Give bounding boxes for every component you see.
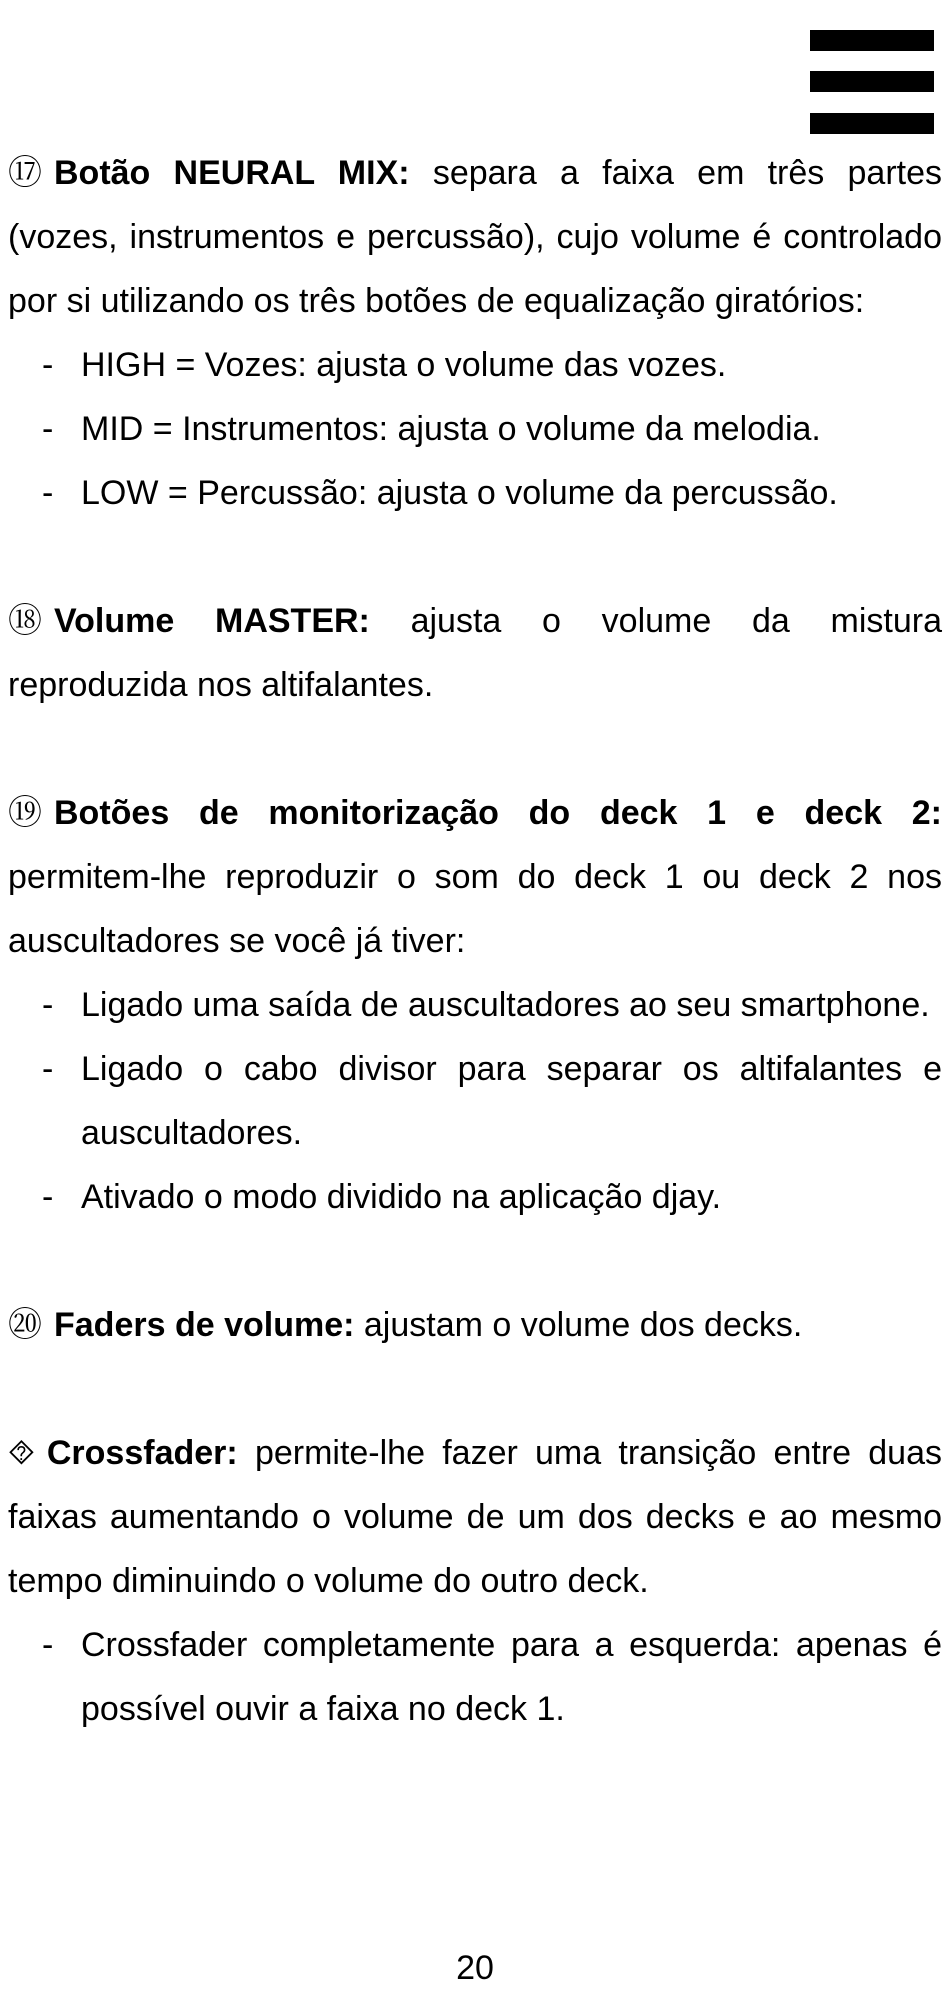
menu-bar-middle: [810, 71, 934, 92]
list-dash: -: [42, 986, 54, 1024]
section-term: Botão NEURAL MIX:: [54, 154, 410, 192]
section-volume-faders: [8, 1293, 942, 1357]
list-item: [8, 1165, 942, 1229]
menu-bar-bottom: [810, 113, 934, 134]
list-item-text: LOW = Percussão: ajusta o volume da percussão.: [81, 474, 838, 512]
section-text: permite-lhe fazer uma transição entre duas faixas aumentando o volume de um dos decks e ao mesmo tempo diminuindo o volume do outro deck.: [8, 1434, 942, 1600]
list-item-text: MID = Instrumentos: ajusta o volume da melodia.: [81, 410, 821, 448]
section-spacer: [8, 525, 942, 589]
list-item: [8, 1613, 942, 1741]
list-item-text: Ligado o cabo divisor para separar os altifalantes e auscultadores.: [81, 1050, 942, 1152]
list-dash: -: [42, 1626, 54, 1664]
list-dash: -: [42, 474, 54, 512]
section-term: Botões de monitorização do deck 1 e deck 2:: [54, 794, 942, 832]
list-item: [8, 397, 942, 461]
section-monitor-buttons: [8, 781, 942, 973]
list-item-text: Ativado o modo dividido na aplicação djay.: [81, 1178, 722, 1216]
section-neural-mix: [8, 141, 942, 333]
list-item-text: Crossfader completamente para a esquerda: apenas é possível ouvir a faixa no deck 1.: [81, 1626, 942, 1728]
section-number: ⑲: [8, 794, 42, 832]
menu-bar-top: [810, 30, 934, 51]
section-number: ⑳: [8, 1306, 42, 1344]
crossfader-list: [8, 1613, 942, 1741]
list-item: [8, 333, 942, 397]
list-item: [8, 461, 942, 525]
page-number: 20: [456, 1949, 494, 1987]
section-crossfader: [8, 1421, 942, 1613]
section-number: ⑰: [8, 154, 42, 192]
monitor-list: [8, 973, 942, 1229]
list-item: [8, 1037, 942, 1165]
list-item-text: HIGH = Vozes: ajusta o volume das vozes.: [81, 346, 727, 384]
list-item: [8, 973, 942, 1037]
hamburger-menu-icon[interactable]: [810, 30, 934, 134]
list-dash: -: [42, 346, 54, 384]
section-volume-master: [8, 589, 942, 717]
section-term: Crossfader:: [46, 1434, 238, 1472]
neural-mix-list: [8, 333, 942, 525]
section-text: ajusta o volume da mistura reproduzida nos altifalantes.: [8, 602, 942, 704]
section-number: ⯑: [8, 1434, 35, 1472]
section-text: separa a faixa em três partes (vozes, instrumentos e percussão), cujo volume é controlado por si utilizando os três botões de equalização giratórios:: [8, 154, 943, 320]
list-dash: -: [42, 1050, 54, 1088]
document-body: [8, 141, 942, 1741]
section-spacer: [8, 1357, 942, 1421]
section-term: Volume MASTER:: [54, 602, 370, 640]
section-text: permitem-lhe reproduzir o som do deck 1 ou deck 2 nos auscultadores se você já tiver:: [8, 858, 942, 960]
section-spacer: [8, 717, 942, 781]
section-number: ⑱: [8, 602, 42, 640]
list-dash: -: [42, 410, 54, 448]
section-spacer: [8, 1229, 942, 1293]
section-term: Faders de volume:: [54, 1306, 355, 1344]
section-text: ajustam o volume dos decks.: [363, 1306, 803, 1344]
list-dash: -: [42, 1178, 54, 1216]
list-item-text: Ligado uma saída de auscultadores ao seu smartphone.: [81, 986, 930, 1024]
